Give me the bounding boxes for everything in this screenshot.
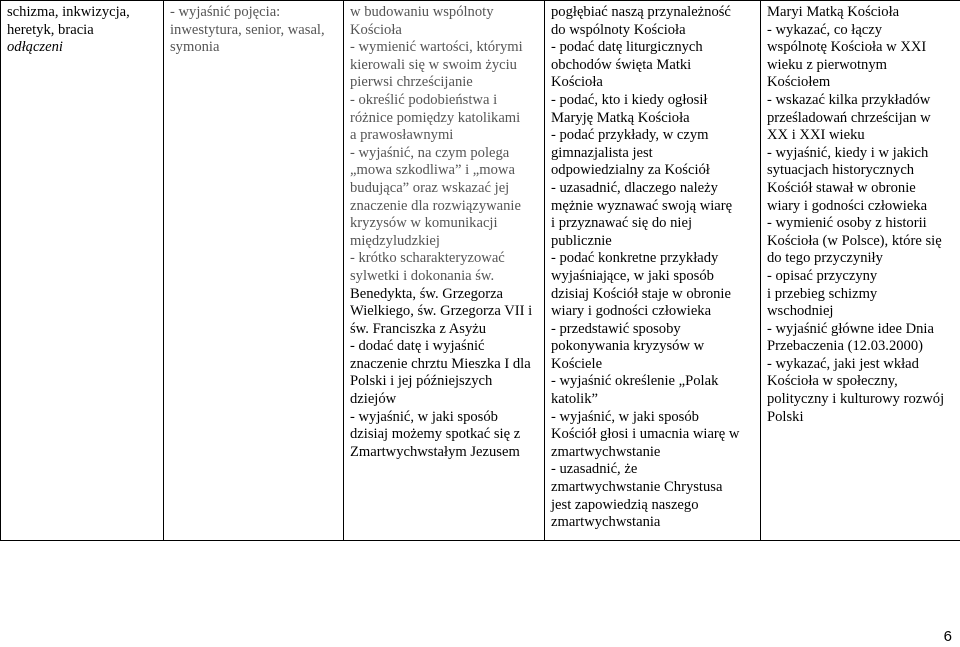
table-row [1,1,960,541]
cell-text-advanced-requirements: Maryi Matką Kościoła - wykazać, co łączy wspólnotę Kościoła w XXI wieku z pierwotnym Kościołem - wskazać kilka przykładów prześladowań chrześcijan w XX i XXI wieku - wyjaśnić, kiedy i w jakich sytuacjach historycznych Kościół stawał w obronie wiary i godności człowieka - wymienić osoby z historii Kościoła (w Polsce), które się do tego przyczyniły - opisać przyczyny i przebieg schizmy wschodniej - wyjaśnić główne idee Dnia Przebaczenia (12.03.2000) - wykazać, jaki jest wkład Kościoła w społeczny, polityczny i kulturowy rozwój Polski [767,4,945,425]
cell-text-terms: schizma, inkwizycja, heretyk, bracia [7,4,130,38]
cell-text-concepts: - wyjaśnić pojęcia: inwestytura, senior, wasal, symonia [170,4,325,56]
table-cell-terms [1,1,164,541]
table-cell-basic-requirements [344,1,545,541]
page-number: 6 [943,628,952,645]
table-cell-concepts [164,1,344,541]
cell-text-terms-italic: odłączeni [7,39,63,56]
cell-text-basic-requirements: w budowaniu wspólnoty Kościoła - wymienić wartości, którymi kierowali się w swoim życiu pierwsi chrześcijanie - określić podobieństwa i różnice pomiędzy katolikami a prawosławnymi - wyjaśnić, na czym polega „mowa szkodliwa” i „mowa budująca” oraz wskazać jej znaczenie dla rozwiązywanie kryzysów w komunikacji międzyludzkiej - krótko scharakteryzować sylwetki i dokonania św. [350,4,523,284]
table-cell-advanced-requirements [761,1,960,541]
cell-text-basic-requirements-cont: Benedykta, św. Grzegorza Wielkiego, św. Grzegorza VII i św. Franciszka z Asyżu - dodać datę i wyjaśnić znaczenie chrztu Mieszka I dla Polski i jej późniejszych dziejów - wyjaśnić, w jaki sposób dzisiaj możemy spotkać się z Zmartwychwstałym Jezusem [350,285,533,460]
table-cell-extended-requirements [545,1,761,541]
cell-text-extended-requirements: pogłębiać naszą przynależność do wspólnoty Kościoła - podać datę liturgicznych obchodów święta Matki Kościoła - podać, kto i kiedy ogłosił Maryję Matką Kościoła - podać przykłady, w czym gimnazjalista jest odpowiedzialny za Kościół - uzasadnić, dlaczego należy mężnie wyznawać swoją wiarę i przyznawać się do niej publicznie - podać konkretne przykłady wyjaśniające, w jaki sposób dzisiaj Kościół staje w obronie wiary i godności człowieka - przedstawić sposoby pokonywania kryzysów w Kościele - wyjaśnić określenie „Polak katolik” - wyjaśnić, w jaki sposób Kościół głosi i umacnia wiarę w zmartwychwstanie - uzasadnić, że zmartwychwstanie Chrystusa jest zapowiedzią naszego zmartwychwstania [551,4,740,531]
